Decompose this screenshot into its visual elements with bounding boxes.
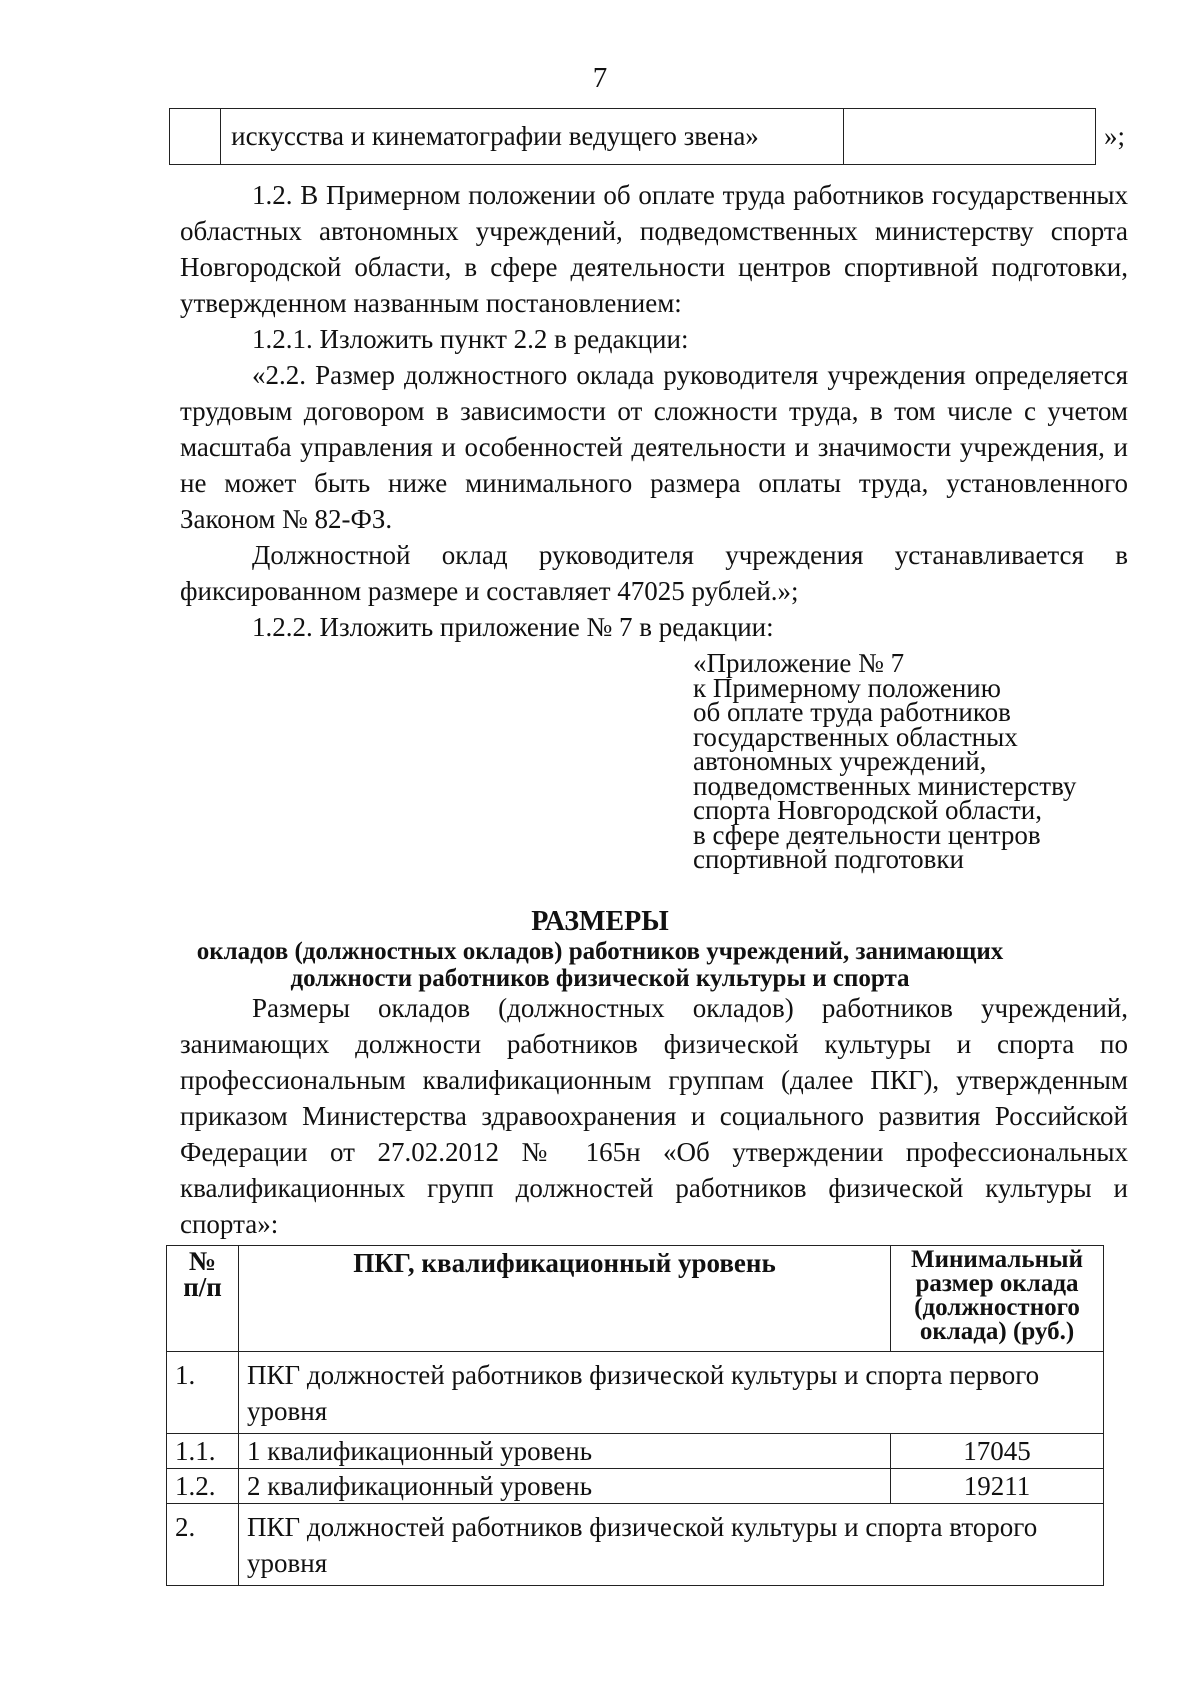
row-num: 1.1. bbox=[167, 1434, 239, 1469]
title-main: РАЗМЕРЫ bbox=[531, 906, 669, 937]
intro-text bbox=[180, 990, 1128, 1242]
paragraph-1-2-1: 1.2.1. Изложить пункт 2.2 в редакции: bbox=[252, 324, 689, 354]
row-num: 1. bbox=[167, 1352, 239, 1434]
table-closing-quote: »; bbox=[1104, 121, 1126, 151]
salary-table bbox=[166, 1245, 1104, 1586]
appendix-line: подведомственных министерству bbox=[693, 770, 1077, 801]
header-num: № п/п bbox=[167, 1246, 239, 1352]
appendix-line: спортивной подготовки bbox=[693, 844, 964, 874]
row-name: 2 квалификационный уровень bbox=[239, 1469, 891, 1504]
appendix-line: к Примерному положению bbox=[693, 672, 1001, 703]
appendix-line: спорта Новгородской области, bbox=[693, 795, 1042, 825]
row-num: 1.2. bbox=[167, 1469, 239, 1504]
paragraph-1-2-2: 1.2.2. Изложить приложение № 7 в редакции: bbox=[252, 612, 774, 642]
empty-cell bbox=[170, 109, 221, 165]
empty-cell bbox=[844, 109, 1096, 165]
appendix-line: в сфере деятельности центров bbox=[693, 819, 1041, 850]
amendments-text bbox=[180, 177, 1128, 645]
table-cell-text: искусства и кинематографии ведущего звена» bbox=[221, 109, 844, 165]
header-name: ПКГ, квалификационный уровень bbox=[239, 1246, 891, 1352]
header-value: Минимальный размер оклада (должностного оклада) (руб.) bbox=[891, 1246, 1104, 1352]
row-name: ПКГ должностей работников физической культуры и спорта первого уровня bbox=[239, 1352, 1104, 1434]
table-row bbox=[167, 1469, 1104, 1504]
document-title bbox=[0, 906, 1200, 992]
appendix-line: «Приложение № 7 bbox=[693, 648, 905, 678]
appendix-line: об оплате труда работников bbox=[693, 697, 1011, 727]
paragraph-salary-fixed: Должностной оклад руководителя учреждения устанавливается в фиксированном размере и составляет 47025 рублей.»; bbox=[180, 540, 1128, 606]
table-row bbox=[167, 1434, 1104, 1469]
row-name: ПКГ должностей работников физической культуры и спорта второго уровня bbox=[239, 1504, 1104, 1586]
table-row bbox=[167, 1504, 1104, 1586]
table-row bbox=[167, 1352, 1104, 1434]
row-value: 17045 bbox=[891, 1434, 1104, 1469]
title-sub-line-1: окладов (должностных окладов) работников учреждений, занимающих bbox=[196, 938, 1004, 965]
row-name: 1 квалификационный уровень bbox=[239, 1434, 891, 1469]
title-sub-line-2: должности работников физической культуры и спорта bbox=[290, 965, 910, 992]
continued-table-fragment bbox=[169, 108, 1096, 165]
appendix-heading bbox=[693, 648, 1077, 874]
table-header-row bbox=[167, 1246, 1104, 1352]
appendix-line: автономных учреждений, bbox=[693, 746, 987, 776]
appendix-line: государственных областных bbox=[693, 721, 1018, 752]
paragraph-2-2-quote: «2.2. Размер должностного оклада руководителя учреждения определяется трудовым договором в зависимости от сложности труда, в том числе с учетом масштаба управления и особенностей деятельности и значимости учреждения, и не может быть ниже минимального размера оплаты труда, установленного Законом № 82-ФЗ. bbox=[180, 360, 1128, 534]
page-number: 7 bbox=[592, 62, 608, 94]
intro-paragraph: Размеры окладов (должностных окладов) работников учреждений, занимающих должности работников физической культуры и спорта по профессиональным квалификационным группам (далее ПКГ), утвержденным приказом Министерства здравоохранения и социального развития Российской Федерации от 27.02.2012 № 165н «Об утверждении профессиональных квалификационных групп должностей работников физической культуры и спорта»: bbox=[180, 993, 1128, 1239]
paragraph-1-2: 1.2. В Примерном положении об оплате труда работников государственных областных автономных учреждений, подведомственных министерству спорта Новгородской области, в сфере деятельности центров спортивной подготовки, утвержденном названным постановлением: bbox=[180, 180, 1128, 318]
row-value: 19211 bbox=[891, 1469, 1104, 1504]
row-num: 2. bbox=[167, 1504, 239, 1586]
